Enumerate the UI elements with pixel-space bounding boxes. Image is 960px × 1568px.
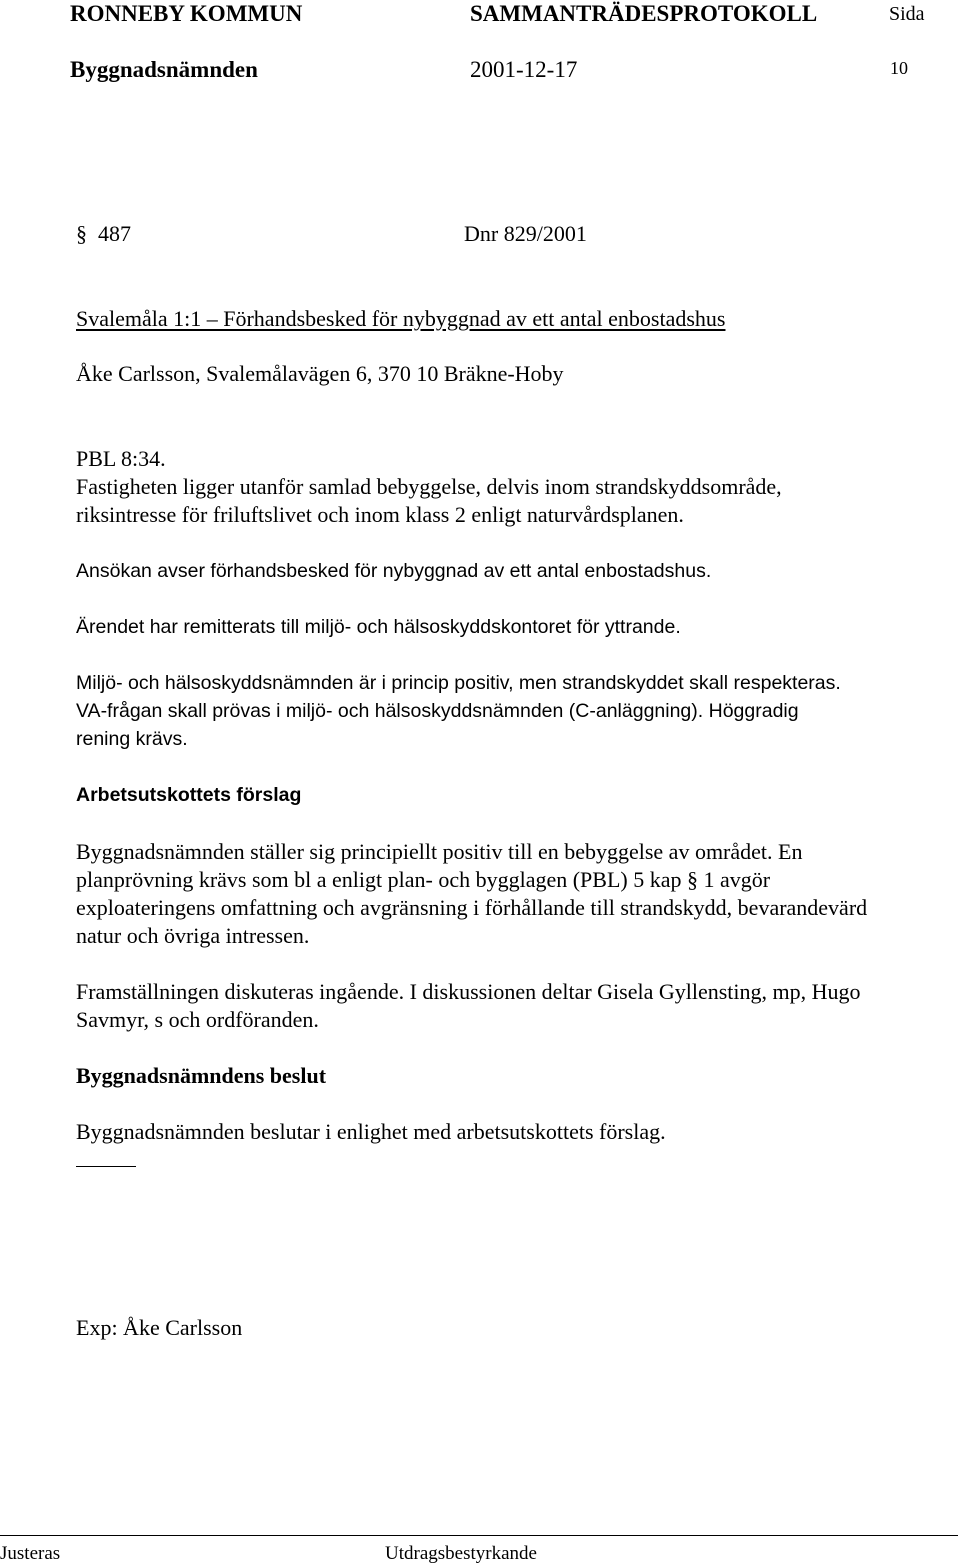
referral-text: Ärendet har remitterats till miljö- och hälsoskyddskontoret för yttrande. [76,616,681,638]
diary-number: Dnr 829/2001 [464,221,587,246]
section-reference [76,220,131,248]
proposal-line-1: Byggnadsnämnden ställer sig principiellt positiv till en bebyggelse av området. En [76,839,803,864]
discussion-line-2: Savmyr, s och ordföranden. [76,1007,319,1032]
background-line-2: riksintresse för friluftslivet och inom klass 2 enligt naturvårdsplanen. [76,502,684,527]
protocol-title: SAMMANTRÄDESPROTOKOLL [470,1,818,26]
page-number: 10 [890,58,908,78]
page-label: Sida [889,3,925,25]
application-text: Ansökan avser förhandsbesked för nybyggnad av ett antal enbostadshus. [76,560,712,582]
dispatch-note: Exp: Åke Carlsson [76,1315,243,1340]
proposal-line-2-end: 1 avgör [703,867,771,892]
footer-justeras: Justeras [0,1543,61,1564]
discussion-line-1: Framställningen diskuteras ingående. I diskussionen deltar Gisela Gyllensting, mp, Hugo [76,979,861,1004]
case-title: Svalemåla 1:1 – Förhandsbesked för nybyggnad av ett antal enbostadshus [76,306,726,331]
footer-utdragsbestyrkande: Utdragsbestyrkande [385,1543,537,1564]
proposal-line-4: natur och övriga intressen. [76,923,310,948]
paragraph-symbol: § [687,867,698,892]
opinion-line-1: Miljö- och hälsoskyddsnämnden är i princip positiv, men strandskyddet skall respekteras. [76,672,841,694]
municipality-name: RONNEBY KOMMUN [70,1,303,26]
section-symbol: § [76,221,87,246]
decision-heading: Byggnadsnämndens beslut [76,1063,327,1088]
applicant: Åke Carlsson, Svalemålavägen 6, 370 10 Bräkne-Hoby [76,361,564,386]
section-number: 487 [98,221,131,246]
background-line-1: Fastigheten ligger utanför samlad bebyggelse, delvis inom strandskyddsområde, [76,474,782,499]
committee-name: Byggnadsnämnden [70,57,258,82]
proposal-line-2 [76,866,770,894]
proposal-line-2-text: planprövning krävs som bl a enligt plan- och bygglagen (PBL) 5 kap [76,867,682,892]
proposal-heading: Arbetsutskottets förslag [76,784,302,806]
opinion-line-3: rening krävs. [76,728,188,750]
decision-text: Byggnadsnämnden beslutar i enlighet med arbetsutskottets förslag. [76,1119,666,1144]
opinion-line-2: VA-frågan skall prövas i miljö- och hälsoskyddsnämnden (C-anläggning). Höggradig [76,700,799,722]
proposal-line-3: exploateringens omfattning och avgränsning i förhållande till strandskydd, bevarandevärd [76,895,868,920]
pbl-reference: PBL 8:34. [76,446,166,471]
meeting-date: 2001-12-17 [470,57,578,82]
decision-end-rule [76,1166,136,1167]
footer-rule [0,1535,958,1536]
